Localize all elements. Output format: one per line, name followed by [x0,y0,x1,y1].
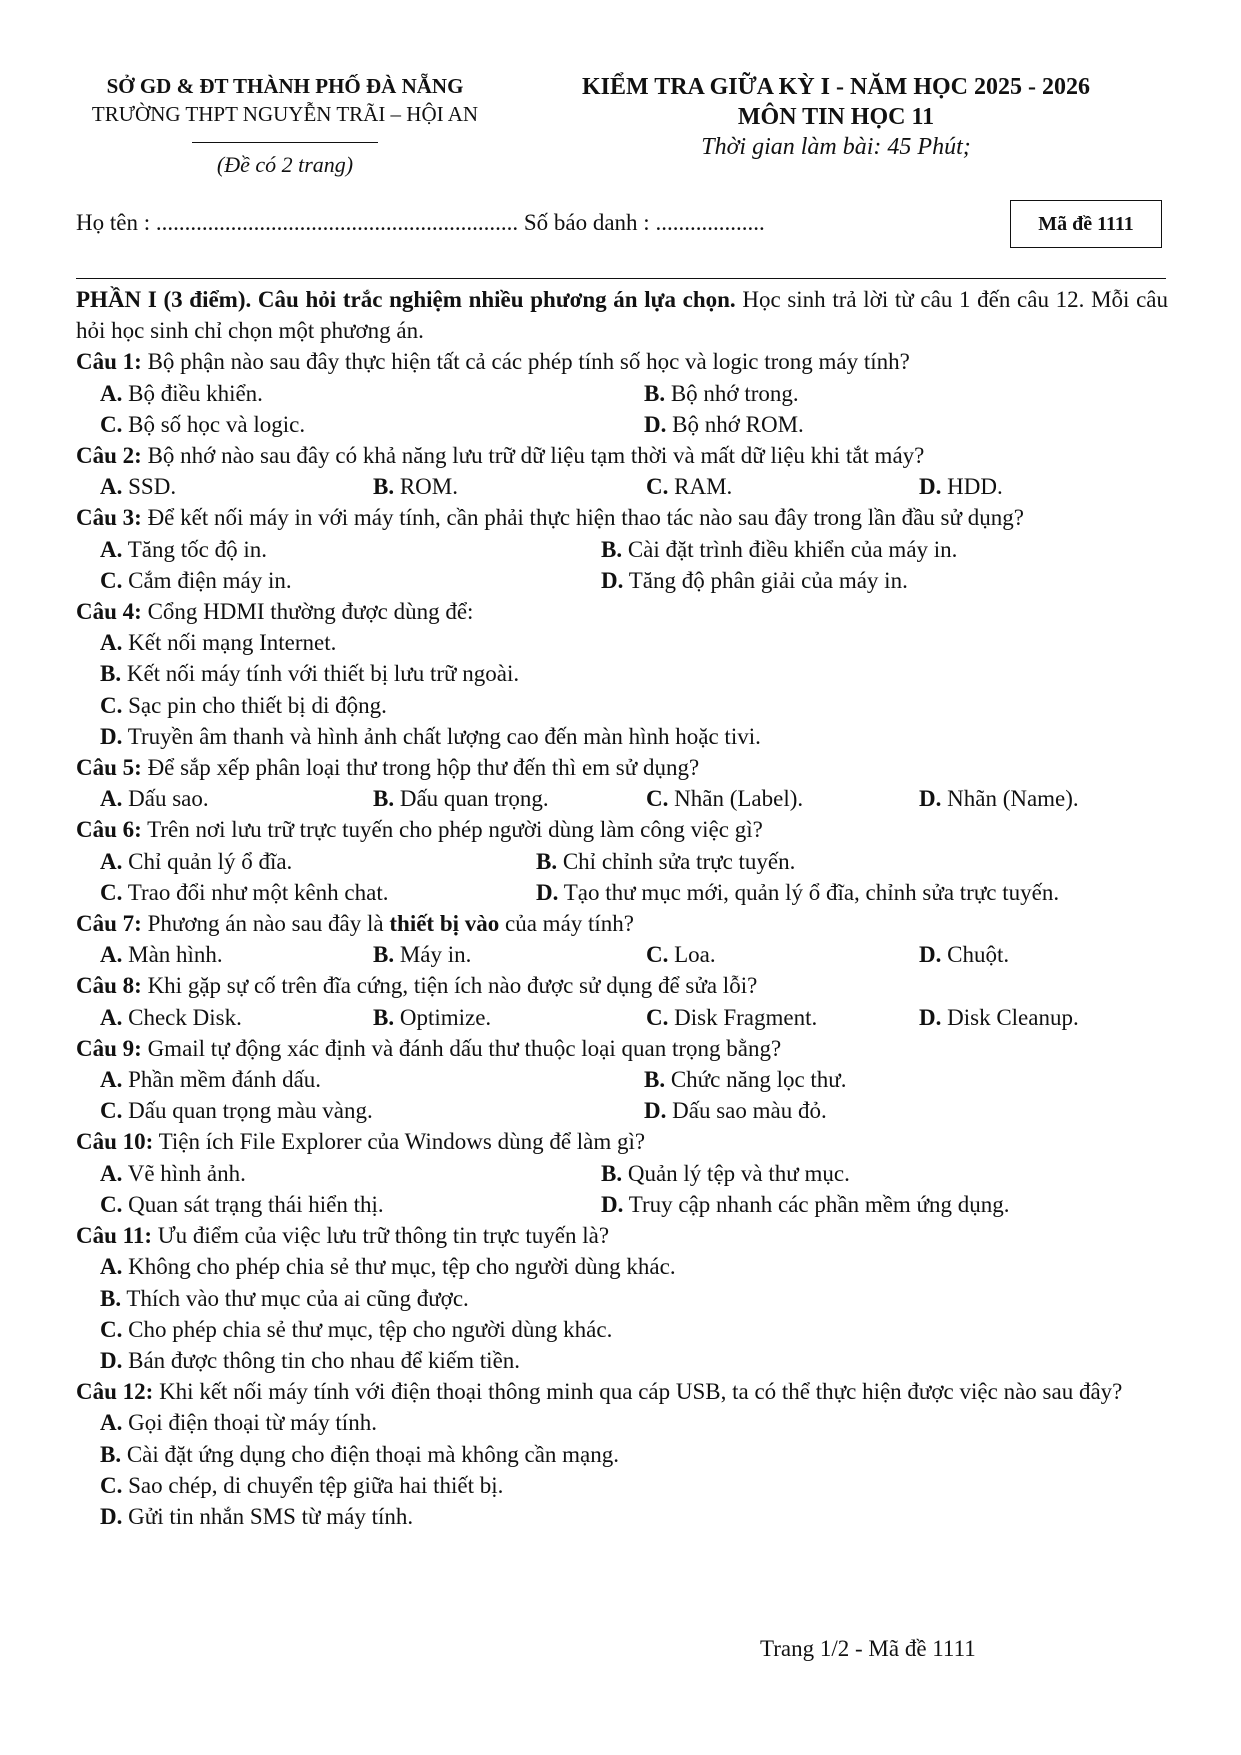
header-rule [76,278,1166,279]
options-row [76,1407,1168,1438]
section-instruction: Học sinh trả lời từ câu 1 đến câu 12. Mỗi câu hỏi học sinh chỉ chọn một phương án. [76,287,1168,344]
option: D. Bán được thông tin cho nhau để kiếm tiền. [100,1347,521,1373]
option: D. Gửi tin nhắn SMS từ máy tính. [100,1503,414,1529]
options-row [76,1064,1168,1095]
section-title: PHẦN I (3 điểm). Câu hỏi trắc nghiệm nhiều phương án lựa chọn. [76,287,736,312]
header-divider [192,142,378,143]
options-row [76,1501,1168,1532]
question-text: Khi kết nối máy tính với điện thoại thông minh qua cáp USB, ta có thể thực hiện được việc nào sau đây? [153,1379,1123,1405]
question-text: Để sắp xếp phân loại thư trong hộp thư đến thì em sử dụng? [141,755,700,781]
options-row [76,1158,1168,1189]
option: D. Tăng độ phân giải của máy in. [601,567,908,593]
option: B. Kết nối máy tính với thiết bị lưu trữ ngoài. [100,661,520,687]
options-row [76,877,1168,908]
option: D. Chuột. [919,942,1010,968]
option: C. Dấu quan trọng màu vàng. [100,1098,373,1124]
option: B. ROM. [373,474,458,500]
option: C. Quan sát trạng thái hiển thị. [100,1191,384,1217]
options-row [76,471,1168,502]
option: C. Sạc pin cho thiết bị di động. [100,692,387,718]
question-text: Để kết nối máy in với máy tính, cần phải thực hiện thao tác nào sau đây trong lần đầu sử dụng? [141,505,1024,531]
question: Câu 8: Khi gặp sự cố trên đĩa cứng, tiện ích nào được sử dụng để sửa lỗi? [76,973,758,999]
option: A. Check Disk. [100,1004,242,1030]
option: D. Truy cập nhanh các phần mềm ứng dụng. [601,1191,1010,1217]
options-row [76,1189,1168,1220]
option: B. Chức năng lọc thư. [644,1067,847,1093]
options-row [76,846,1168,877]
option: B. Dấu quan trọng. [373,786,549,812]
options-row [76,690,1168,721]
option: B. Thích vào thư mục của ai cũng được. [100,1285,469,1311]
option: D. HDD. [919,474,1003,500]
subject-title: MÔN TIN HỌC 11 [737,104,935,130]
department-name: SỞ GD & ĐT THÀNH PHỐ ĐÀ NẴNG [106,74,464,98]
option: A. Gọi điện thoại từ máy tính. [100,1410,377,1436]
question: Câu 9: Gmail tự động xác định và đánh dấu thư thuộc loại quan trọng bằng? [76,1035,782,1061]
option: A. Không cho phép chia sẻ thư mục, tệp cho người dùng khác. [100,1254,676,1280]
options-row [76,721,1168,752]
options-row [76,1251,1168,1282]
question-text: Tiện ích File Explorer của Windows dùng để làm gì? [153,1129,646,1155]
question: Câu 4: Cổng HDMI thường được dùng để: [76,599,474,625]
option: C. Trao đổi như một kênh chat. [100,879,389,905]
school-name: TRƯỜNG THPT NGUYỄN TRÃI – HỘI AN [91,102,479,126]
student-identity-line: Họ tên : ............................................................... Số báo danh : ................... [76,210,765,235]
option: B. Cài đặt trình điều khiển của máy in. [601,536,958,562]
question-text: Bộ phận nào sau đây thực hiện tất cả các phép tính số học và logic trong máy tính? [141,349,910,375]
question: Câu 12: Khi kết nối máy tính với điện thoại thông minh qua cáp USB, ta có thể thực hiện được việc nào sau đây? [76,1379,1123,1405]
option: D. Disk Cleanup. [919,1004,1079,1030]
option: C. RAM. [646,474,733,500]
option: B. Bộ nhớ trong. [644,380,799,406]
header-right [556,72,1116,162]
options-row [76,1345,1168,1376]
option: A. Bộ điều khiển. [100,380,263,406]
options-row [76,658,1168,689]
question-text: Trên nơi lưu trữ trực tuyến cho phép người dùng làm công việc gì? [141,817,763,843]
question: Câu 6: Trên nơi lưu trữ trực tuyến cho phép người dùng làm công việc gì? [76,817,763,843]
question-text: Gmail tự động xác định và đánh dấu thư thuộc loại quan trọng bằng? [141,1035,782,1061]
question: Câu 7: Phương án nào sau đây là thiết bị vào của máy tính? [76,911,635,937]
option: C. Disk Fragment. [646,1004,818,1030]
options-row [76,939,1168,970]
question: Câu 1: Bộ phận nào sau đây thực hiện tất cả các phép tính số học và logic trong máy tính? [76,349,910,375]
pages-note: (Đề có 2 trang) [216,152,354,177]
option: B. Quản lý tệp và thư mục. [601,1160,850,1186]
option: B. Optimize. [373,1004,492,1030]
option: C. Cắm điện máy in. [100,567,292,593]
question-emphasis: thiết bị vào [389,911,500,937]
option: A. Kết nối mạng Internet. [100,630,337,656]
options-row [76,409,1168,440]
option: A. Màn hình. [100,942,223,968]
option: D. Truyền âm thanh và hình ảnh chất lượng cao đến màn hình hoặc tivi. [100,723,761,749]
exam-code-box: Mã đề 1111 [1010,200,1162,248]
option: C. Nhãn (Label). [646,786,804,812]
options-row [76,627,1168,658]
question-text: Bộ nhớ nào sau đây có khả năng lưu trữ dữ liệu tạm thời và mất dữ liệu khi tắt máy? [141,443,925,469]
exam-content [76,284,1168,1532]
option: D. Bộ nhớ ROM. [644,411,804,437]
question: Câu 2: Bộ nhớ nào sau đây có khả năng lưu trữ dữ liệu tạm thời và mất dữ liệu khi tắt máy? [76,443,925,469]
option: C. Sao chép, di chuyển tệp giữa hai thiết bị. [100,1472,504,1498]
option: D. Dấu sao màu đỏ. [644,1098,827,1124]
option: A. Tăng tốc độ in. [100,536,267,562]
options-row [76,1470,1168,1501]
options-row [76,1283,1168,1314]
section-heading [76,284,1168,346]
question-text: Khi gặp sự cố trên đĩa cứng, tiện ích nào được sử dụng để sửa lỗi? [141,973,758,999]
question: Câu 11: Ưu điểm của việc lưu trữ thông tin trực tuyến là? [76,1223,610,1249]
options-row [76,1314,1168,1345]
options-row [76,378,1168,409]
options-row [76,1095,1168,1126]
header-left [60,72,510,179]
question: Câu 10: Tiện ích File Explorer của Windows dùng để làm gì? [76,1129,646,1155]
question-text: Cổng HDMI thường được dùng để: [141,599,474,625]
question: Câu 3: Để kết nối máy in với máy tính, cần phải thực hiện thao tác nào sau đây trong lần đầu sử dụng? [76,505,1024,531]
options-row [76,1002,1168,1033]
option: C. Cho phép chia sẻ thư mục, tệp cho người dùng khác. [100,1316,613,1342]
option: A. Chỉ quản lý ổ đĩa. [100,848,293,874]
option: A. SSD. [100,474,177,500]
option: A. Phần mềm đánh dấu. [100,1067,322,1093]
option: A. Vẽ hình ảnh. [100,1160,246,1186]
options-row [76,783,1168,814]
option: B. Máy in. [373,942,472,968]
exam-time: Thời gian làm bài: 45 Phút; [701,134,971,160]
options-row [76,565,1168,596]
option: C. Bộ số học và logic. [100,411,306,437]
exam-title: KIỂM TRA GIỮA KỲ I - NĂM HỌC 2025 - 2026 [581,74,1090,100]
option: C. Loa. [646,942,716,968]
option: B. Cài đặt ứng dụng cho điện thoại mà không cần mạng. [100,1441,620,1467]
question-text: Ưu điểm của việc lưu trữ thông tin trực tuyến là? [152,1223,610,1249]
question: Câu 5: Để sắp xếp phân loại thư trong hộp thư đến thì em sử dụng? [76,755,700,781]
question-text: Phương án nào sau đây là [141,911,390,937]
options-row [76,534,1168,565]
option: B. Chỉ chỉnh sửa trực tuyến. [536,848,796,874]
option: A. Dấu sao. [100,786,209,812]
options-row [76,1439,1168,1470]
option: D. Tạo thư mục mới, quản lý ổ đĩa, chỉnh sửa trực tuyến. [536,879,1060,905]
page-footer: Trang 1/2 - Mã đề 1111 [760,1636,976,1661]
option: D. Nhãn (Name). [919,786,1079,812]
